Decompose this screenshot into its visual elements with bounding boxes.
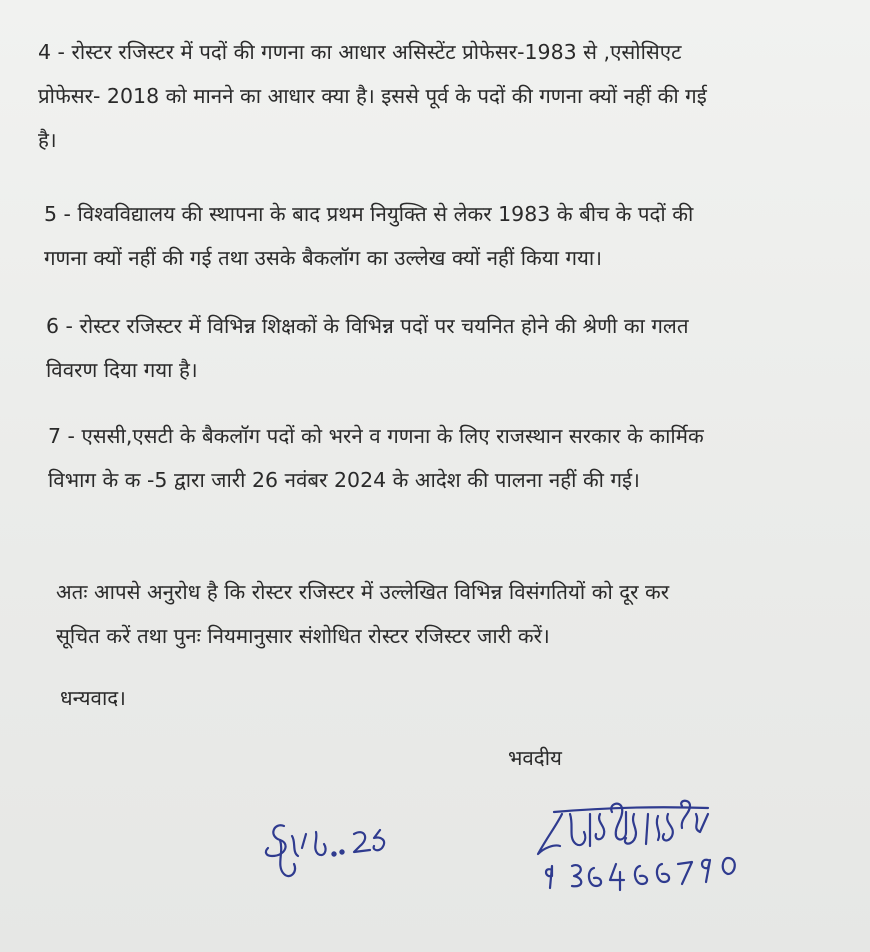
thanks-line: धन्यवाद।	[60, 686, 126, 710]
point-6-line-1: 6 - रोस्टर रजिस्टर में विभिन्न शिक्षकों के विभिन्न पदों पर चयनित होने की श्रेणी का गलत	[46, 314, 689, 338]
request-line-2: सूचित करें तथा पुनः नियमानुसार संशोधित रोस्टर रजिस्टर जारी करें।	[56, 624, 550, 648]
point-6	[46, 304, 689, 392]
point-4	[38, 30, 707, 162]
point-5	[44, 192, 693, 280]
point-7-line-1: 7 - एससी,एसटी के बैकलॉग पदों को भरने व गणना के लिए राजस्थान सरकार के कार्मिक	[48, 424, 704, 448]
closing-line: भवदीय	[508, 746, 562, 770]
point-4-line-2: प्रोफेसर- 2018 को मानने का आधार क्या है। इससे पूर्व के पदों की गणना क्यों नहीं की गई	[38, 84, 707, 108]
point-7-line-2: विभाग के क -5 द्वारा जारी 26 नवंबर 2024 के आदेश की पालना नहीं की गई।	[48, 468, 640, 492]
handwritten-date	[262, 812, 402, 892]
point-6-line-2: विवरण दिया गया है।	[46, 358, 198, 382]
request-line-1: अतः आपसे अनुरोध है कि रोस्टर रजिस्टर में उल्लेखित विभिन्न विसंगतियों को दूर कर	[56, 580, 670, 604]
point-7	[48, 414, 704, 502]
point-5-line-2: गणना क्यों नहीं की गई तथा उसके बैकलॉग का उल्लेख क्यों नहीं किया गया।	[44, 246, 602, 270]
point-4-line-3: है।	[38, 128, 57, 152]
request-paragraph	[56, 570, 669, 658]
thanks-text	[60, 676, 126, 720]
closing-text	[508, 736, 562, 780]
point-5-line-1: 5 - विश्वविद्यालय की स्थापना के बाद प्रथम नियुक्ति से लेकर 1983 के बीच के पदों की	[44, 202, 694, 226]
point-4-line-1: 4 - रोस्टर रजिस्टर में पदों की गणना का आधार असिस्टेंट प्रोफेसर-1983 से ,एसोसिएट	[38, 40, 682, 64]
handwritten-signature	[530, 796, 770, 910]
